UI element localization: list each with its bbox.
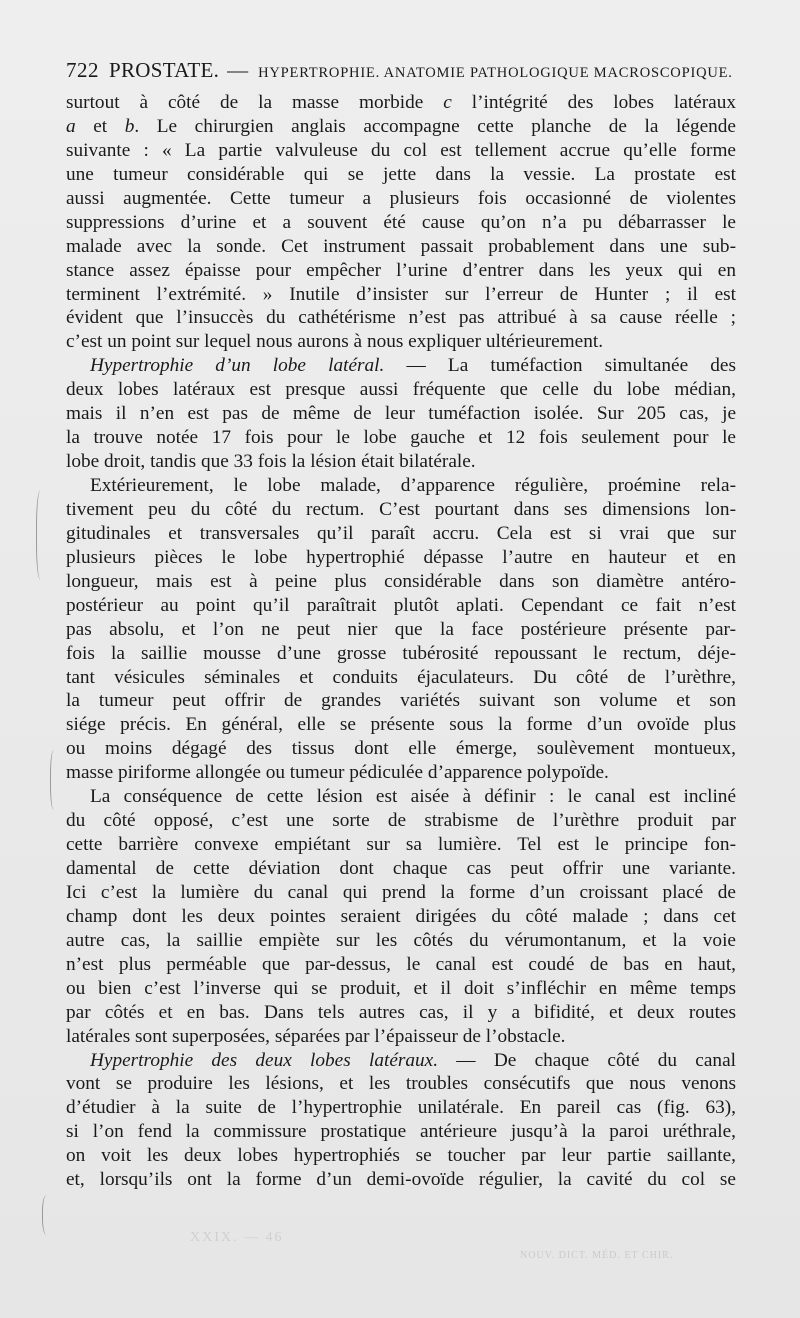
section-heading-line: Hypertrophie des deux lobes latéraux. — De chaque côté du canal	[90, 1049, 736, 1071]
text-line: la tumeur peut offrir de grandes variétés suivant son volume et son	[66, 690, 736, 712]
text-line: une tumeur considérable qui se jette dans la vessie. La prostate est	[66, 163, 736, 185]
running-title: PROSTATE.	[109, 58, 220, 82]
text-line: la trouve notée 17 fois pour le lobe gauche et 12 fois seulement pour le	[66, 427, 736, 449]
section-heading-lobe-lateral: Hypertrophie d’un lobe latéral.	[90, 355, 385, 377]
text-line: terminent l’extrémité. » Inutile d’insister sur l’erreur de Hunter ; il est	[66, 283, 736, 305]
text-line: Extérieurement, le lobe malade, d’apparence régulière, proémine rela-	[90, 475, 736, 496]
text-line: d’étudier à la suite de l’hypertrophie unilatérale. En pareil cas (fig. 63),	[66, 1097, 736, 1119]
section-heading-deux-lobes: Hypertrophie des deux lobes latéraux.	[90, 1049, 439, 1071]
page-header	[66, 58, 746, 86]
header-subtitle: HYPERTROPHIE. ANATOMIE PATHOLOGIQUE MACROSCOPIQUE.	[258, 65, 733, 81]
text-line: cette barrière convexe empiétant sur sa lumière. Tel est le principe fon-	[66, 834, 736, 856]
margin-mark	[36, 490, 47, 580]
text-line: postérieur au point qu’il paraîtrait plutôt aplati. Cependant ce fait n’est	[66, 594, 736, 616]
text-line: du côté opposé, c’est une sorte de strabisme de l’urèthre produit par	[66, 810, 736, 832]
text-line: champ dont les deux pointes seraient dirigées du côté malade ; dans cet	[66, 905, 736, 927]
text-line: mais il n’en est pas de même de leur tuméfaction isolée. Sur 205 cas, je	[66, 403, 736, 425]
text-line: stance assez épaisse pour empêcher l’urine d’entrer dans les yeux qui en	[66, 259, 736, 281]
text-line: suivante : « La partie valvuleuse du col est tellement accrue qu’elle forme	[66, 139, 736, 161]
text-line: n’est plus perméable que par-dessus, le canal est coudé de bas en haut,	[66, 953, 736, 975]
text-line: c’est un point sur lequel nous aurons à nous expliquer ultérieurement.	[66, 331, 604, 353]
text-line: siége précis. En général, elle se présente sous la forme d’un ovoïde plus	[66, 714, 736, 736]
text-line: Ici c’est la lumière du canal qui prend la forme d’un croissant placé de	[66, 881, 736, 903]
text-line: damental de cette déviation dont chaque cas peut offrir une variante.	[66, 858, 736, 879]
text-line: deux lobes latéraux est presque aussi fréquente que celle du lobe médian,	[66, 379, 736, 401]
text-line: et, lorsqu’ils ont la forme d’un demi-ovoïde régulier, la cavité du col se	[66, 1169, 736, 1191]
text-line: pas absolu, et l’on ne peut nier que la face postérieure présente par-	[66, 618, 736, 640]
text-line: gitudinales et transversales qu’il paraît accru. Cela est si vrai que sur	[66, 522, 736, 544]
text-line: plusieurs pièces le lobe hypertrophié dépasse l’autre en hauteur et en	[66, 546, 736, 568]
text-line: aussi augmentée. Cette tumeur a plusieurs fois occasionné de violentes	[66, 187, 736, 209]
margin-mark	[50, 750, 59, 810]
header-dash: —	[227, 58, 249, 82]
text-line: ou moins dégagé des tissus dont elle émerge, soulèvement montueux,	[66, 738, 736, 760]
text-line: lobe droit, tandis que 33 fois la lésion était bilatérale.	[66, 451, 476, 473]
text-line: suppressions d’urine et a souvent été cause qu’on n’a pu débarrasser le	[66, 211, 736, 233]
text-line: masse piriforme allongée ou tumeur pédiculée d’apparence polypoïde.	[66, 762, 609, 784]
page-number: 722	[66, 58, 99, 82]
body-text	[66, 91, 736, 1192]
text-line: a et b. Le chirurgien anglais accompagne cette planche de la légende	[66, 115, 736, 137]
margin-mark	[42, 1195, 53, 1235]
text-line: ou bien c’est l’inverse qui se produit, et il doit s’infléchir en même temps	[66, 977, 736, 999]
footer-show-through: NOUV. DICT. MÉD. ET CHIR.	[520, 1250, 674, 1261]
footer-show-through: XXIX. — 46	[190, 1230, 284, 1245]
text-line: autre cas, la saillie empiète sur les côtés du vérumontanum, et la voie	[66, 929, 736, 951]
section-heading-line: Hypertrophie d’un lobe latéral. — La tuméfaction simultanée des	[90, 355, 736, 377]
text-line: tivement peu du côté du rectum. C’est pourtant dans ses dimensions lon-	[66, 498, 736, 520]
text-line: vont se produire les lésions, et les troubles consécutifs que nous venons	[66, 1073, 736, 1095]
text-line: malade avec la sonde. Cet instrument passait probablement dans une sub-	[66, 235, 736, 257]
text-line: si l’on fend la commissure prostatique antérieure jusqu’à la paroi uréthrale,	[66, 1121, 736, 1143]
text-line: latérales sont superposées, séparées par l’épaisseur de l’obstacle.	[66, 1025, 566, 1047]
text-line: longueur, mais est à peine plus considérable dans son diamètre antéro-	[66, 570, 736, 592]
text-line: surtout à côté de la masse morbide c l’intégrité des lobes latéraux	[66, 92, 737, 113]
text-line: évident que l’insuccès du cathétérisme n’est pas attribué à sa cause réelle ;	[66, 307, 736, 329]
text-line: tant vésicules séminales et conduits éjaculateurs. Du côté de l’urèthre,	[66, 666, 736, 688]
text-line: on voit les deux lobes hypertrophiés se toucher par leur partie saillante,	[66, 1145, 736, 1167]
text-line: fois la saillie mousse d’une grosse tubérosité repoussant le rectum, déje-	[66, 642, 736, 664]
text-line: par côtés et en bas. Dans tels autres cas, il y a bifidité, et deux routes	[66, 1001, 736, 1023]
text-line: La conséquence de cette lésion est aisée à définir : le canal est incliné	[90, 786, 736, 808]
